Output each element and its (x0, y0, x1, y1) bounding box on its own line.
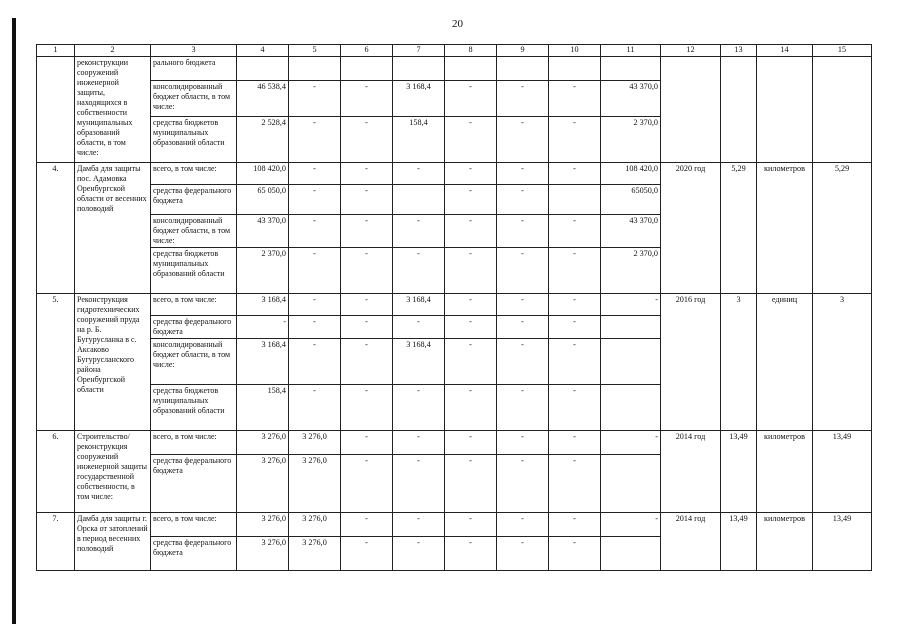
column-header: 15 (813, 45, 872, 57)
amount-cell (445, 57, 497, 81)
amount-cell: - (393, 385, 445, 431)
amount-cell: - (497, 81, 549, 117)
amount-cell: - (549, 455, 601, 513)
amount-cell: - (289, 339, 341, 385)
measure-name: Дамба для защиты пос. Адамовка Оренбургской области от весенних половодий (75, 163, 151, 294)
column-header: 4 (237, 45, 289, 57)
amount-cell: - (549, 316, 601, 339)
amount-cell: 3 276,0 (289, 455, 341, 513)
amount-cell: 2 370,0 (601, 248, 661, 294)
measure-name: Реконструкция гидротехнических сооружений пруда на р. Б. Бугурусланка в с. Аксаково Бугурусланского района Оренбургской области (75, 294, 151, 431)
amount-cell: - (393, 163, 445, 185)
amount-cell: - (497, 316, 549, 339)
amount-cell: 3 168,4 (393, 294, 445, 316)
amount-cell (393, 185, 445, 215)
amount-cell: - (289, 385, 341, 431)
amount-cell: - (341, 513, 393, 537)
amount-cell: - (601, 513, 661, 537)
row-number: 7. (37, 513, 75, 571)
indicator-value: 5,29 (721, 163, 757, 294)
amount-cell (601, 455, 661, 513)
amount-cell: 43 370,0 (601, 81, 661, 117)
amount-cell: - (341, 385, 393, 431)
amount-cell: - (445, 81, 497, 117)
amount-cell: - (497, 455, 549, 513)
column-header: 5 (289, 45, 341, 57)
amount-cell: - (497, 431, 549, 455)
amount-cell: 3 276,0 (237, 455, 289, 513)
target-value: 13,49 (813, 431, 872, 513)
amount-cell: 158,4 (237, 385, 289, 431)
amount-cell: - (445, 537, 497, 571)
amount-cell: - (549, 81, 601, 117)
amount-cell: - (445, 294, 497, 316)
table-row (37, 513, 872, 537)
amount-cell: - (393, 431, 445, 455)
amount-cell: - (497, 117, 549, 163)
column-header: 1 (37, 45, 75, 57)
amount-cell: - (341, 316, 393, 339)
amount-cell: - (497, 385, 549, 431)
funding-source: средства федерального бюджета (151, 185, 237, 215)
page-number: 20 (452, 18, 463, 30)
amount-cell: - (341, 339, 393, 385)
amount-cell: - (445, 248, 497, 294)
amount-cell: - (393, 215, 445, 248)
amount-cell (601, 339, 661, 385)
amount-cell: - (289, 294, 341, 316)
amount-cell: - (393, 455, 445, 513)
amount-cell: - (497, 215, 549, 248)
amount-cell (289, 57, 341, 81)
amount-cell (549, 57, 601, 81)
amount-cell: 3 276,0 (237, 431, 289, 455)
amount-cell: - (341, 81, 393, 117)
amount-cell: - (445, 215, 497, 248)
amount-cell: 2 370,0 (237, 248, 289, 294)
amount-cell (393, 57, 445, 81)
amount-cell: - (445, 455, 497, 513)
measure-name: реконструкции сооружений инженерной защиты, находящихся в собственности муниципальных образований области, в том числе: (75, 57, 151, 163)
amount-cell: 2 370,0 (601, 117, 661, 163)
amount-cell: - (601, 431, 661, 455)
amount-cell: - (549, 117, 601, 163)
amount-cell: - (497, 537, 549, 571)
funding-source: средства федерального бюджета (151, 316, 237, 339)
unit-cell: единиц (757, 294, 813, 431)
amount-cell: - (341, 248, 393, 294)
amount-cell: 46 538,4 (237, 81, 289, 117)
amount-cell: - (341, 455, 393, 513)
funding-source: всего, в том числе: (151, 513, 237, 537)
column-header: 9 (497, 45, 549, 57)
amount-cell: - (497, 513, 549, 537)
amount-cell: 3 276,0 (237, 537, 289, 571)
target-value: 5,29 (813, 163, 872, 294)
measure-name: Дамба для защиты г. Орска от затоплений в период весенних половодий (75, 513, 151, 571)
amount-cell: - (393, 248, 445, 294)
column-header: 12 (661, 45, 721, 57)
amount-cell: - (445, 163, 497, 185)
amount-cell: - (341, 185, 393, 215)
amount-cell (341, 57, 393, 81)
amount-cell: - (549, 513, 601, 537)
amount-cell: - (549, 339, 601, 385)
year-cell (661, 57, 721, 163)
year-cell: 2014 год (661, 513, 721, 571)
amount-cell: - (289, 248, 341, 294)
amount-cell: - (445, 185, 497, 215)
amount-cell: - (445, 431, 497, 455)
amount-cell: - (341, 431, 393, 455)
funding-source: консолидированный бюджет области, в том числе: (151, 339, 237, 385)
amount-cell: - (393, 537, 445, 571)
amount-cell: - (289, 215, 341, 248)
year-cell: 2014 год (661, 431, 721, 513)
unit-cell: километров (757, 513, 813, 571)
column-header: 6 (341, 45, 393, 57)
amount-cell: - (549, 294, 601, 316)
budget-table (36, 44, 872, 571)
amount-cell: 3 168,4 (237, 294, 289, 316)
funding-source: всего, в том числе: (151, 431, 237, 455)
amount-cell: - (445, 339, 497, 385)
amount-cell (497, 57, 549, 81)
indicator-value (721, 57, 757, 163)
amount-cell: - (549, 385, 601, 431)
table-row (37, 431, 872, 455)
amount-cell: - (341, 294, 393, 316)
year-cell: 2016 год (661, 294, 721, 431)
funding-source: рального бюджета (151, 57, 237, 81)
indicator-value: 13,49 (721, 431, 757, 513)
funding-source: средства бюджетов муниципальных образований области (151, 117, 237, 163)
amount-cell: 43 370,0 (237, 215, 289, 248)
amount-cell: - (289, 117, 341, 163)
amount-cell: 3 168,4 (237, 339, 289, 385)
amount-cell: 3 168,4 (393, 339, 445, 385)
amount-cell: - (549, 537, 601, 571)
table-row (37, 294, 872, 316)
funding-source: средства федерального бюджета (151, 537, 237, 571)
amount-cell: 108 420,0 (601, 163, 661, 185)
table-row (37, 57, 872, 81)
amount-cell: 3 276,0 (289, 513, 341, 537)
amount-cell (237, 57, 289, 81)
funding-source: средства бюджетов муниципальных образований области (151, 248, 237, 294)
amount-cell (601, 57, 661, 81)
amount-cell: - (341, 163, 393, 185)
amount-cell: 3 168,4 (393, 81, 445, 117)
amount-cell: - (497, 339, 549, 385)
amount-cell: 3 276,0 (237, 513, 289, 537)
unit-cell: километров (757, 431, 813, 513)
target-value: 3 (813, 294, 872, 431)
target-value (813, 57, 872, 163)
amount-cell: - (445, 117, 497, 163)
target-value: 13,49 (813, 513, 872, 571)
amount-cell: - (445, 385, 497, 431)
amount-cell: - (445, 316, 497, 339)
row-number: 6. (37, 431, 75, 513)
amount-cell: - (289, 185, 341, 215)
column-header: 8 (445, 45, 497, 57)
funding-source: консолидированный бюджет области, в том числе: (151, 215, 237, 248)
funding-source: всего, в том числе: (151, 294, 237, 316)
column-header: 10 (549, 45, 601, 57)
amount-cell: 65 050,0 (237, 185, 289, 215)
amount-cell: - (289, 316, 341, 339)
column-header: 13 (721, 45, 757, 57)
amount-cell: 2 528,4 (237, 117, 289, 163)
amount-cell: - (393, 513, 445, 537)
amount-cell: - (549, 163, 601, 185)
funding-source: средства бюджетов муниципальных образований области (151, 385, 237, 431)
amount-cell: - (445, 513, 497, 537)
unit-cell (757, 57, 813, 163)
amount-cell: - (601, 294, 661, 316)
row-number: 5. (37, 294, 75, 431)
amount-cell: - (341, 215, 393, 248)
table-row (37, 163, 872, 185)
amount-cell: 43 370,0 (601, 215, 661, 248)
funding-source: всего, в том числе: (151, 163, 237, 185)
year-cell: 2020 год (661, 163, 721, 294)
measure-name: Строительство/реконструкция сооружений инженерной защиты государственной собственности, в том числе: (75, 431, 151, 513)
amount-cell: - (393, 316, 445, 339)
unit-cell: километров (757, 163, 813, 294)
column-header: 2 (75, 45, 151, 57)
amount-cell: 3 276,0 (289, 431, 341, 455)
amount-cell (601, 385, 661, 431)
amount-cell (601, 316, 661, 339)
column-header: 7 (393, 45, 445, 57)
amount-cell: - (497, 248, 549, 294)
funding-source: средства федерального бюджета (151, 455, 237, 513)
amount-cell: 65050,0 (601, 185, 661, 215)
amount-cell (549, 185, 601, 215)
indicator-value: 13,49 (721, 513, 757, 571)
amount-cell: - (237, 316, 289, 339)
amount-cell: - (341, 537, 393, 571)
amount-cell: - (497, 185, 549, 215)
amount-cell (601, 537, 661, 571)
amount-cell: 158,4 (393, 117, 445, 163)
amount-cell: - (549, 248, 601, 294)
row-number (37, 57, 75, 163)
funding-source: консолидированный бюджет области, в том числе: (151, 81, 237, 117)
amount-cell: - (289, 163, 341, 185)
amount-cell: - (289, 81, 341, 117)
table-body (37, 57, 872, 571)
column-header: 11 (601, 45, 661, 57)
amount-cell: - (497, 163, 549, 185)
amount-cell: 108 420,0 (237, 163, 289, 185)
amount-cell: - (549, 431, 601, 455)
amount-cell: - (549, 215, 601, 248)
amount-cell: - (341, 117, 393, 163)
indicator-value: 3 (721, 294, 757, 431)
column-header: 3 (151, 45, 237, 57)
amount-cell: - (497, 294, 549, 316)
column-header: 14 (757, 45, 813, 57)
row-number: 4. (37, 163, 75, 294)
amount-cell: 3 276,0 (289, 537, 341, 571)
header-row (37, 45, 872, 57)
scan-edge-bar (12, 18, 16, 624)
